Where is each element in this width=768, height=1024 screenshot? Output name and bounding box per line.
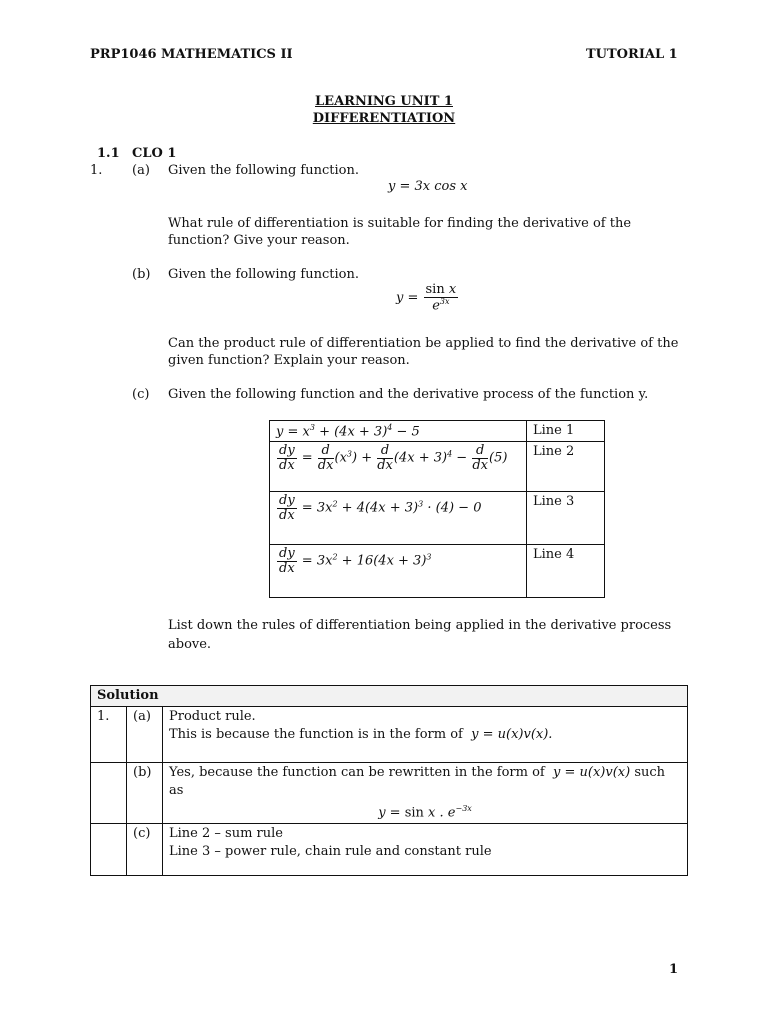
part-a-function — [388, 179, 467, 194]
part-a-intro: Given the following function. — [168, 163, 359, 178]
line1-equation: $y = x^3 + (4x + 3)^4 - 5$ — [270, 421, 527, 442]
part-c-label: (c) — [132, 387, 150, 402]
unit-title: LEARNING UNIT 1 — [315, 94, 453, 109]
line4-label: Line 4 — [527, 545, 605, 598]
solution-b-line1-post: such as — [169, 765, 666, 798]
part-a-text-line1: What rule of differentiation is suitable for finding the derivative of the — [168, 216, 632, 231]
topic-title: DIFFERENTIATION — [312, 111, 456, 126]
section-number: 1.1 — [97, 146, 120, 161]
empty-cell — [91, 824, 127, 876]
fraction-numerator: sin x — [425, 282, 457, 297]
part-b-function: y = $\frac{\text{sin x}}{e^{3x}}$ — [396, 282, 457, 313]
solution-heading-row — [91, 686, 688, 707]
table-row — [270, 421, 605, 442]
line1-label: Line 1 — [527, 421, 605, 442]
solution-a-line2-wrap — [169, 726, 681, 744]
table-row — [270, 492, 605, 545]
empty-cell — [91, 763, 127, 824]
line4-equation: $\frac{dy}{dx}$ = $3x^2 + 16(4x + 3)^3$ — [270, 545, 527, 598]
solution-b-line2: y = sin x . $e^{-3x}$ — [378, 804, 472, 821]
solution-c-cell — [163, 824, 688, 876]
section-label: CLO 1 — [132, 146, 177, 161]
page-number: 1 — [669, 962, 679, 977]
solution-table — [90, 685, 688, 876]
course-title: PRP1046 MATHEMATICS II — [90, 47, 293, 62]
fraction — [424, 283, 459, 313]
solution-a-line1: Product rule. — [169, 709, 256, 724]
part-c-text-line2: above. — [168, 637, 212, 652]
solution-c-line2: Line 3 – power rule, chain rule and constant rule — [169, 844, 492, 860]
part-a-function-text: y = 3x cos x — [388, 179, 468, 194]
part-b-label: (b) — [132, 267, 151, 282]
table-row — [91, 707, 688, 763]
part-b-text-line2: given function? Explain your reason. — [168, 353, 410, 368]
line3-equation: $\frac{dy}{dx}$ = $3x^2 + 4(4x + 3)^3 \cdot (4) - 0$ — [270, 492, 527, 545]
line2-label: Line 2 — [527, 442, 605, 492]
tutorial-label: TUTORIAL 1 — [586, 47, 678, 62]
solution-heading: Solution — [91, 686, 688, 707]
solution-c-line1: Line 2 – sum rule — [169, 826, 283, 842]
table-row — [91, 824, 688, 876]
solution-a-label: (a) — [127, 707, 163, 763]
part-c-intro: Given the following function and the derivative process of the function y. — [168, 387, 649, 402]
solution-b-cell — [163, 763, 688, 824]
solution-c-label: (c) — [127, 824, 163, 876]
solution-a-cell — [163, 707, 688, 763]
solution-a-line2: This is because the function is in the form of — [169, 727, 463, 742]
table-row — [270, 545, 605, 598]
part-b-text-line1: Can the product rule of differentiation be applied to find the derivative of the — [168, 336, 679, 351]
table-row — [91, 763, 688, 824]
fraction-denominator: $e^{3x}$ — [432, 296, 450, 313]
solution-b-line1-wrap — [169, 764, 681, 800]
part-a-label: (a) — [132, 163, 150, 178]
part-b-intro: Given the following function. — [168, 267, 359, 282]
question-number: 1. — [90, 163, 103, 178]
part-a-text-line2: function? Give your reason. — [168, 233, 350, 248]
solution-b-formula: y = u(x)v(x) — [553, 765, 631, 780]
line2-equation: $\frac{dy}{dx}$ = $\frac{d}{dx}$ $(x^3)$ + $\frac{d}{dx}$ $(4x + 3)^4$ − $\frac{d}{dx}$ (5) — [270, 442, 527, 492]
solution-b-label: (b) — [127, 763, 163, 824]
line3-label: Line 3 — [527, 492, 605, 545]
part-c-text-line1: List down the rules of differentiation being applied in the derivative process — [168, 618, 672, 633]
table-row — [270, 442, 605, 492]
solution-a-formula: y = u(x)v(x). — [471, 727, 553, 742]
solution-b-line1-pre: Yes, because the function can be rewritten in the form of — [169, 765, 545, 780]
derivative-process-table — [269, 420, 605, 598]
solution-number: 1. — [91, 707, 127, 763]
